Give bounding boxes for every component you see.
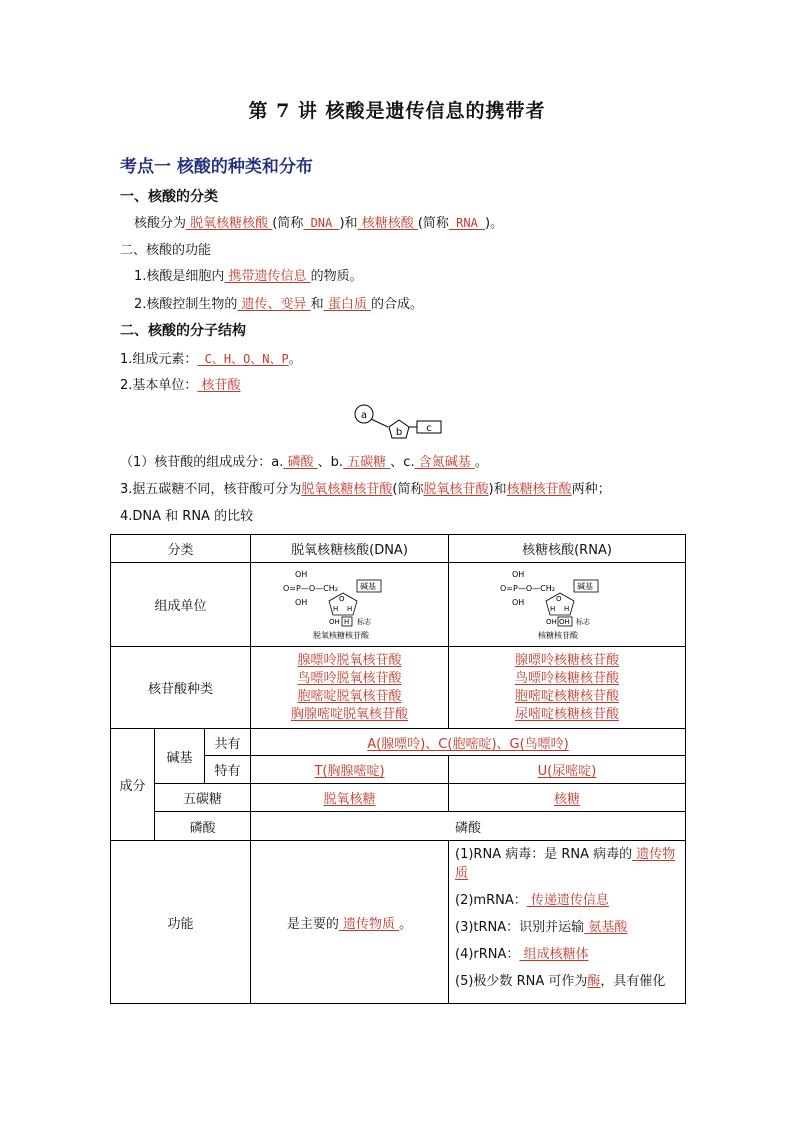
dna-rna-comparison-table xyxy=(110,534,686,1004)
list-item: 胸腺嘧啶脱氧核苷酸 xyxy=(291,706,409,722)
svg-text:H: H xyxy=(550,604,556,613)
nucleotide-diagram xyxy=(350,400,450,445)
table-header-row xyxy=(111,535,686,563)
structure-line-5: 4.DNA 和 RNA 的比较 xyxy=(120,509,254,524)
dna-sugar: 脱氧核糖 xyxy=(251,784,449,812)
answer-elements: C、H、O、N、P xyxy=(197,352,289,366)
rna-unique-base: U(尿嘧啶) xyxy=(449,756,686,784)
answer-carry-info: 携带遗传信息 xyxy=(224,269,311,284)
svg-text:OH: OH xyxy=(512,597,525,607)
dna-function: 是主要的 遗传物质 。 xyxy=(251,841,449,1004)
header-class: 分类 xyxy=(111,535,251,563)
table-row-nucleotides xyxy=(111,647,686,729)
structure-line-1: 1.组成元素： C、H、O、N、P。 xyxy=(120,352,302,367)
unique-label: 特有 xyxy=(205,756,251,784)
table-row-unit xyxy=(111,563,686,647)
svg-text:O=P—O—CH₂: O=P—O—CH₂ xyxy=(282,583,338,593)
svg-text:O=P—O—CH₂: O=P—O—CH₂ xyxy=(500,583,555,593)
list-item: (3)tRNA：识别并运输 氨基酸 xyxy=(455,920,628,935)
svg-text:标志: 标志 xyxy=(356,617,371,626)
svg-text:OH: OH xyxy=(294,597,307,607)
table-row-function xyxy=(111,841,686,1004)
svg-text:碱基: 碱基 xyxy=(577,581,594,591)
svg-text:碱基: 碱基 xyxy=(359,581,376,591)
table-row-shared-base xyxy=(111,729,686,756)
answer-dna-abbr: DNA xyxy=(303,216,340,230)
list-item: 尿嘧啶核糖核苷酸 xyxy=(515,706,620,722)
list-item: 胞嘧啶脱氧核苷酸 xyxy=(297,688,402,704)
dna-unique-base: T(胸腺嘧啶) xyxy=(251,756,449,784)
dna-structure-caption: 脱氧核糖核苷酸 xyxy=(312,630,369,640)
function-line-2: 2.核酸控制生物的 遗传、变异 和 蛋白质 的合成。 xyxy=(134,297,423,312)
phos-value: 磷酸 xyxy=(251,812,686,841)
label-a: a xyxy=(360,410,368,421)
svg-text:H: H xyxy=(346,604,352,613)
page-title: 第 7 讲 核酸是遗传信息的携带者 xyxy=(248,100,546,122)
section-heading: 考点一 核酸的种类和分布 xyxy=(120,157,313,177)
deoxy-nucleotide-structure xyxy=(275,567,425,643)
answer-pentose: 五碳糖 xyxy=(343,455,391,470)
answer-phosphate: 磷酸 xyxy=(283,455,318,470)
list-item: 胞嘧啶核糖核苷酸 xyxy=(515,688,620,704)
classification-line: 核酸分为 脱氧核糖核酸 (简称 DNA )和 核糖核酸 (简称 RNA )。 xyxy=(134,216,504,231)
svg-text:OH: OH xyxy=(559,617,570,626)
list-item: (2)mRNA： 传递遗传信息 xyxy=(455,893,609,908)
rna-function-list xyxy=(449,841,686,1004)
header-rna: 核糖核酸(RNA) xyxy=(449,535,686,563)
svg-text:O: O xyxy=(556,594,562,603)
ribo-nucleotide-structure xyxy=(492,567,642,643)
svg-text:OH: OH xyxy=(546,617,557,626)
svg-text:O: O xyxy=(338,594,345,603)
header-dna: 脱氧核糖核酸(DNA) xyxy=(251,535,449,563)
table-row-sugar xyxy=(111,784,686,812)
list-item: 腺嘌呤脱氧核苷酸 xyxy=(297,652,402,668)
answer-base: 含氮碱基 xyxy=(414,455,475,470)
answer-genetic-material: 遗传物质 xyxy=(338,916,400,932)
unit-label: 组成单位 xyxy=(111,563,251,647)
label-b: b xyxy=(395,427,403,438)
svg-text:H: H xyxy=(564,604,570,613)
bond-line-1 xyxy=(371,419,388,427)
shared-label: 共有 xyxy=(205,729,251,756)
function-line-1: 1.核酸是细胞内 携带遗传信息 的物质。 xyxy=(134,269,363,284)
table-row-phosphate xyxy=(111,812,686,841)
heading-structure: 二、核酸的分子结构 xyxy=(120,323,246,339)
answer-protein: 蛋白质 xyxy=(323,297,371,312)
list-item: 腺嘌呤核糖核苷酸 xyxy=(515,652,620,668)
list-item: 鸟嘌呤脱氧核苷酸 xyxy=(297,670,402,686)
rna-structure-cell xyxy=(449,563,686,647)
heading-classification: 一、核酸的分类 xyxy=(120,189,218,205)
svg-text:H: H xyxy=(343,617,349,626)
answer-rna-abbr: RNA xyxy=(448,216,486,230)
structure-line-2: 2.基本单位： 核苷酸 xyxy=(120,378,241,393)
rna-structure-caption: 核糖核苷酸 xyxy=(538,630,579,640)
heading-function: 二、核酸的功能 xyxy=(120,243,212,258)
svg-text:OH: OH xyxy=(294,569,307,579)
svg-text:OH: OH xyxy=(512,569,525,579)
answer-deoxy-nucleotide: 脱氧核糖核苷酸 xyxy=(301,482,393,497)
answer-dna-full: 脱氧核糖核酸 xyxy=(186,216,273,231)
list-item: (1)RNA 病毒：是 RNA 病毒的 遗传物质 xyxy=(455,847,676,881)
answer-deoxy-abbr: 脱氧核苷酸 xyxy=(423,482,489,497)
dna-structure-cell xyxy=(251,563,449,647)
structure-line-3: （1）核苷酸的组成成分：a. 磷酸 、b. 五碳糖 、c. 含氮碱基 。 xyxy=(120,455,488,470)
label-c: c xyxy=(426,423,432,434)
answer-ribo-nucleotide: 核糖核苷酸 xyxy=(506,482,572,497)
answer-rna-full: 核糖核酸 xyxy=(357,216,418,231)
svg-text:标志: 标志 xyxy=(576,617,591,626)
sugar-label: 五碳糖 xyxy=(155,784,251,812)
list-item: (4)rRNA： 组成核糖体 xyxy=(455,947,589,962)
list-item: (5)极少数 RNA 可作为酶，具有催化 xyxy=(455,974,666,989)
svg-text:OH: OH xyxy=(328,617,340,626)
list-item: 鸟嘌呤核糖核苷酸 xyxy=(515,670,620,686)
shared-bases: A(腺嘌呤)、C(胞嘧啶)、G(鸟嘌呤) xyxy=(251,729,686,756)
rna-nucleotide-list xyxy=(449,647,686,729)
nuc-label: 核苷酸种类 xyxy=(111,647,251,729)
answer-nucleotide: 核苷酸 xyxy=(197,378,241,393)
structure-line-4: 3.据五碳糖不同，核苷酸可分为脱氧核糖核苷酸(简称脱氧核苷酸)和核糖核苷酸两种； xyxy=(120,482,611,497)
func-label: 功能 xyxy=(111,841,251,1004)
base-label: 碱基 xyxy=(155,729,205,784)
rna-sugar: 核糖 xyxy=(449,784,686,812)
svg-text:H: H xyxy=(332,604,338,613)
dna-nucleotide-list xyxy=(251,647,449,729)
comp-label: 成分 xyxy=(111,729,155,841)
phos-label: 磷酸 xyxy=(155,812,251,841)
answer-heredity: 遗传、变异 xyxy=(237,297,311,312)
